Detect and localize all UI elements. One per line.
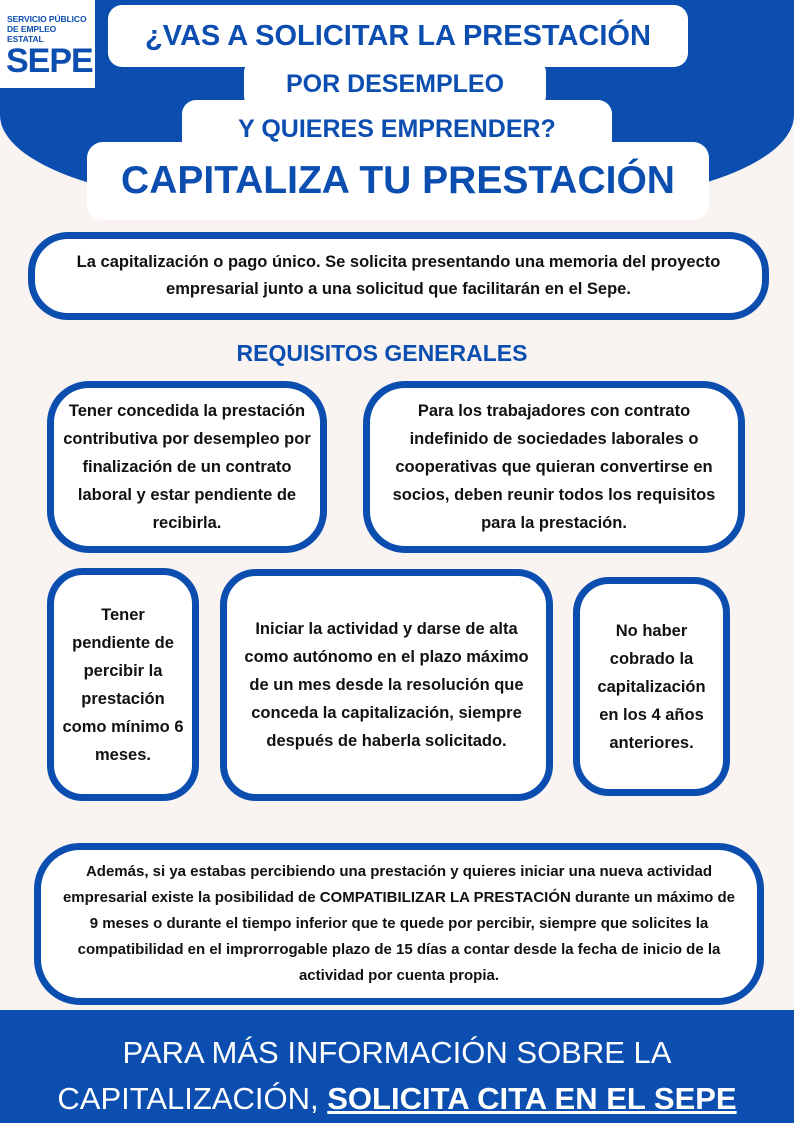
- compatibility-info-box: [34, 843, 764, 1005]
- logo-wordmark: SEPE: [6, 42, 93, 80]
- request-appointment-link[interactable]: SOLICITA CITA EN EL SEPE: [327, 1081, 737, 1116]
- requirement-text: Tener concedida la prestación contributiva por desempleo por finalización de un contrato laboral y estar pendiente de recibirla.: [63, 402, 311, 532]
- footer-line-2: [0, 1081, 794, 1117]
- requirement-card: [220, 569, 553, 801]
- page-title: CAPITALIZA TU PRESTACIÓN: [87, 142, 709, 220]
- intro-box: [28, 232, 769, 320]
- footer-banner: [0, 1010, 794, 1123]
- requirement-text: No haber cobrado la capitalización en los 4 años anteriores.: [597, 621, 706, 752]
- requirement-text: Para los trabajadores con contrato indefinido de sociedades laborales o cooperativas que quieran convertirse en socios, deben reunir todos los requisitos para la prestación.: [392, 402, 716, 532]
- logo-line-2: DE EMPLEO ESTATAL: [7, 24, 57, 44]
- logo-subtitle: [7, 14, 95, 44]
- requirement-card: [573, 577, 730, 796]
- requirement-text: Iniciar la actividad y darse de alta como autónomo en el plazo máximo de un mes desde la resolución que conceda la capitalización, siempre después de haberla solicitado.: [244, 620, 529, 750]
- requirement-card: [47, 381, 327, 553]
- footer-line-2-prefix: CAPITALIZACIÓN,: [57, 1081, 328, 1116]
- intro-text: La capitalización o pago único. Se solicita presentando una memoria del proyecto empresarial junto a una solicitud que facilitarán en el Sepe.: [76, 253, 721, 298]
- header-question-line-3: Y QUIERES EMPRENDER?: [182, 100, 612, 158]
- header-question-line-2: POR DESEMPLEO: [244, 62, 546, 106]
- sepe-logo: [0, 0, 95, 88]
- requirement-card: [47, 568, 199, 801]
- logo-line-1: SERVICIO PÚBLICO: [7, 14, 87, 24]
- requirement-text: Tener pendiente de percibir la prestación como mínimo 6 meses.: [62, 605, 184, 764]
- requirement-card: [363, 381, 745, 553]
- header-question-line-1: ¿VAS A SOLICITAR LA PRESTACIÓN: [108, 5, 688, 67]
- footer-line-1: PARA MÁS INFORMACIÓN SOBRE LA: [122, 1035, 672, 1070]
- compatibility-text: Además, si ya estabas percibiendo una prestación y quieres iniciar una nueva actividad empresarial existe la posibilidad de COMPATIBILIZAR LA PRESTACIÓN durante un máximo de 9 meses o durante el tiempo inferior que te quede por percibir, siempre que solicites la compatibilidad en el improrrogable plazo de 15 días a contar desde la fecha de inicio de la actividad por cuenta propia.: [62, 863, 736, 984]
- requirements-title: REQUISITOS GENERALES: [236, 340, 528, 366]
